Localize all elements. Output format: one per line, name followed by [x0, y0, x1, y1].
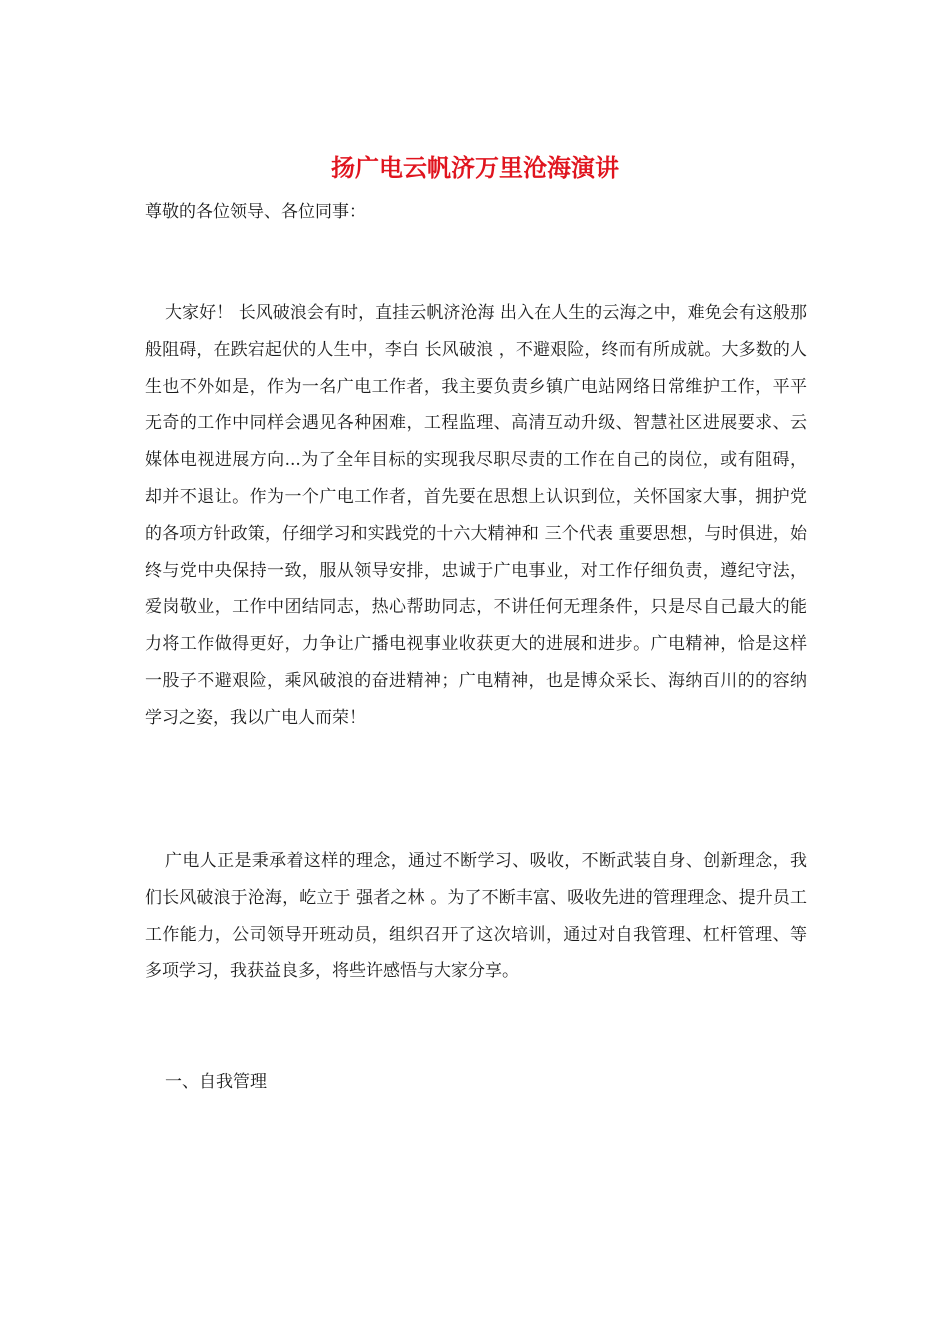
document-title: 扬广电云帆济万里沧海演讲 — [331, 153, 619, 182]
salutation: 尊敬的各位领导、各位同事： — [145, 202, 366, 222]
body-paragraph-2: 广电人正是秉承着这样的理念，通过不断学习、吸收，不断武装自身、创新理念，我们长风破浪于沧海，屹立于 强者之林 。为了不断丰富、吸收先进的管理理念、提升员工工作能力，公司领导开班动员，组织召开了这次培训，通过对自我管理、杠杆管理、等多项学习，我获益良多，将些许感悟与大家分享。 — [145, 851, 807, 982]
section-heading: 一、自我管理 — [165, 1072, 267, 1092]
body-paragraph-1: 大家好！ 长风破浪会有时，直挂云帆济沧海 出入在人生的云海之中，难免会有这般那般阻碍，在跌宕起伏的人生中，李白 长风破浪 ，不避艰险，终而有所成就。大多数的人生也不外如是，作为一名广电工作者，我主要负责乡镇广电站网络日常维护工作，平平无奇的工作中同样会遇见各种困难，工程监理、高清互动升级、智慧社区进展要求、云媒体电视进展方向...为了全年目标的实现我尽职尽责的工作在自己的岗位，或有阻碍，却并不退让。作为一个广电工作者，首先要在思想上认识到位，关怀国家大事，拥护党的各项方针政策，仔细学习和实践党的十六大精神和 三个代表 重要思想，与时俱进，始终与党中央保持一致，服从领导安排，忠诚于广电事业，对工作仔细负责，遵纪守法，爱岗敬业，工作中团结同志，热心帮助同志，不讲任何无理条件，只是尽自己最大的能力将工作做得更好，力争让广播电视事业收获更大的进展和进步。广电精神，恰是这样一股子不避艰险，乘风破浪的奋进精神；广电精神，也是博众采长、海纳百川的的容纳学习之姿，我以广电人而荣！ — [145, 303, 807, 728]
